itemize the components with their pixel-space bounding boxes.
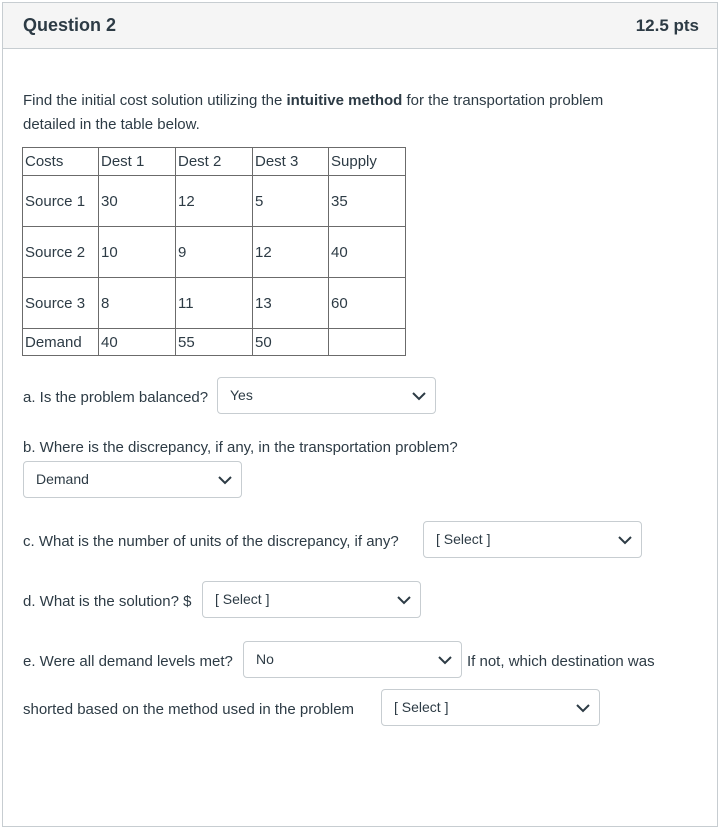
part-a-label: a. Is the problem balanced? xyxy=(23,389,209,406)
table-cell: 60 xyxy=(329,278,406,329)
table-row xyxy=(23,278,406,329)
prompt-line-2: detailed in the table below. xyxy=(23,116,200,133)
part-d-dropdown[interactable] xyxy=(202,581,421,618)
part-b-selected-value: Demand xyxy=(36,471,89,487)
part-b-dropdown[interactable] xyxy=(23,461,242,498)
part-d-label: d. What is the solution? $ xyxy=(23,593,192,610)
table-header-cell: Dest 2 xyxy=(176,148,253,176)
table-cell xyxy=(329,329,406,356)
table-cell: 12 xyxy=(253,227,329,278)
part-c-label: c. What is the number of units of the discrepancy, if any? xyxy=(23,533,399,550)
part-e-destination-dropdown[interactable] xyxy=(381,689,600,726)
part-e-line-2: shorted based on the method used in the problem xyxy=(23,701,355,718)
prompt-text-after: for the transportation problem xyxy=(402,92,604,109)
chevron-down-icon xyxy=(411,388,427,404)
table-cell: 5 xyxy=(253,176,329,227)
table-cell: Source 1 xyxy=(23,176,99,227)
part-c-selected-value: [ Select ] xyxy=(436,531,491,547)
table-cell: 30 xyxy=(99,176,176,227)
table-cell: 8 xyxy=(99,278,176,329)
part-e-followup-text: If not, which destination was xyxy=(467,653,655,670)
question-prompt xyxy=(23,89,603,113)
part-e-selected-value: No xyxy=(256,651,274,667)
part-e-destination-selected-value: [ Select ] xyxy=(394,699,449,715)
part-c-dropdown[interactable] xyxy=(423,521,642,558)
chevron-down-icon xyxy=(437,652,453,668)
table-header-cell: Supply xyxy=(329,148,406,176)
table-row xyxy=(23,176,406,227)
table-header-cell: Dest 1 xyxy=(99,148,176,176)
table-header-cell: Costs xyxy=(23,148,99,176)
part-d-selected-value: [ Select ] xyxy=(215,591,270,607)
part-e-label: e. Were all demand levels met? xyxy=(23,653,233,670)
chevron-down-icon xyxy=(575,700,591,716)
chevron-down-icon xyxy=(396,592,412,608)
table-cell: Source 3 xyxy=(23,278,99,329)
chevron-down-icon xyxy=(617,532,633,548)
table-cell: 40 xyxy=(99,329,176,356)
table-cell: 13 xyxy=(253,278,329,329)
prompt-text-before: Find the initial cost solution utilizing the xyxy=(23,92,287,109)
table-row xyxy=(23,227,406,278)
chevron-down-icon xyxy=(217,472,233,488)
table-cell: 40 xyxy=(329,227,406,278)
part-a-dropdown[interactable] xyxy=(217,377,436,414)
table-cell: 10 xyxy=(99,227,176,278)
question-title: Question 2 xyxy=(23,15,117,35)
table-cell: 35 xyxy=(329,176,406,227)
table-cell: 9 xyxy=(176,227,253,278)
part-e-dropdown[interactable] xyxy=(243,641,462,678)
part-a-selected-value: Yes xyxy=(230,387,253,403)
table-cell: 50 xyxy=(253,329,329,356)
cost-table xyxy=(22,147,406,356)
table-header-row xyxy=(23,148,406,176)
prompt-bold-text: intuitive method xyxy=(286,92,403,109)
table-cell: Source 2 xyxy=(23,227,99,278)
table-cell: 11 xyxy=(176,278,253,329)
table-cell: 55 xyxy=(176,329,253,356)
table-cell: Demand xyxy=(23,329,99,356)
part-b-label: b. Where is the discrepancy, if any, in the transportation problem? xyxy=(23,439,458,456)
table-header-cell: Dest 3 xyxy=(253,148,329,176)
question-header xyxy=(3,3,717,49)
table-cell: 12 xyxy=(176,176,253,227)
question-points: 12.5 pts xyxy=(635,16,699,35)
table-row xyxy=(23,329,406,356)
